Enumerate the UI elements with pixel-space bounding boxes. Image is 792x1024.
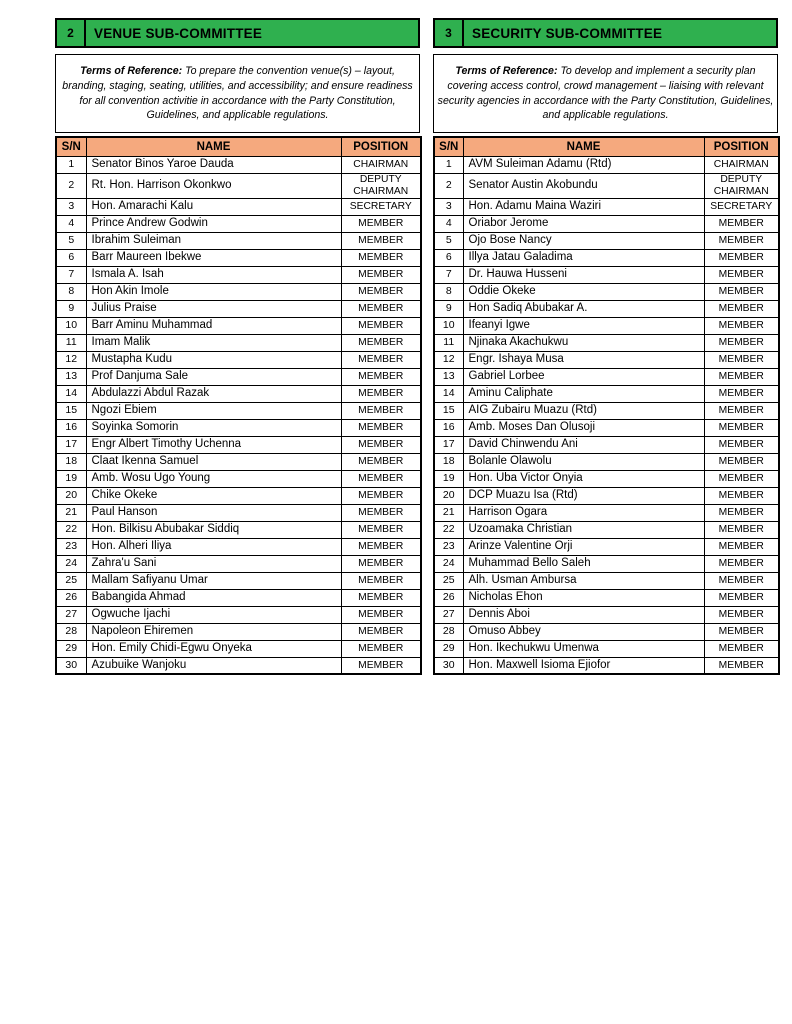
table-row [56, 385, 421, 402]
row-member-name: AIG Zubairu Muazu (Rtd) [463, 402, 704, 419]
table-row [434, 640, 779, 657]
row-member-name: Omuso Abbey [463, 623, 704, 640]
row-member-name: Paul Hanson [86, 504, 341, 521]
row-member-position: MEMBER [341, 470, 421, 487]
row-member-name: Uzoamaka Christian [463, 521, 704, 538]
row-serial-number: 15 [434, 402, 463, 419]
table-row [56, 249, 421, 266]
row-member-name: Hon. Maxwell Isioma Ejiofor [463, 657, 704, 674]
row-member-position: MEMBER [704, 657, 779, 674]
row-member-name: AVM Suleiman Adamu (Rtd) [463, 156, 704, 173]
row-member-position: MEMBER [341, 555, 421, 572]
table-row [434, 368, 779, 385]
row-serial-number: 28 [434, 623, 463, 640]
table-row [56, 351, 421, 368]
row-member-name: Hon. Uba Victor Onyia [463, 470, 704, 487]
row-member-name: Napoleon Ehiremen [86, 623, 341, 640]
row-member-position: MEMBER [704, 453, 779, 470]
row-member-position: MEMBER [341, 232, 421, 249]
row-serial-number: 2 [56, 173, 86, 198]
table-row [434, 657, 779, 674]
row-serial-number: 17 [434, 436, 463, 453]
row-member-name: Harrison Ogara [463, 504, 704, 521]
row-member-position: MEMBER [704, 334, 779, 351]
row-member-name: Hon. Alheri Iliya [86, 538, 341, 555]
venue-terms-of-reference [55, 54, 420, 133]
table-row [56, 402, 421, 419]
table-row [56, 572, 421, 589]
row-member-position: MEMBER [704, 419, 779, 436]
row-member-name: Ifeanyi Igwe [463, 317, 704, 334]
row-serial-number: 12 [434, 351, 463, 368]
row-member-position: MEMBER [704, 300, 779, 317]
row-serial-number: 26 [56, 589, 86, 606]
table-row [56, 589, 421, 606]
row-member-name: Ogwuche Ijachi [86, 606, 341, 623]
row-member-position: MEMBER [341, 606, 421, 623]
row-member-name: Soyinka Somorin [86, 419, 341, 436]
table-row [434, 249, 779, 266]
row-member-position: MEMBER [704, 555, 779, 572]
table-row [434, 402, 779, 419]
row-serial-number: 7 [56, 266, 86, 283]
table-row [434, 317, 779, 334]
row-serial-number: 14 [56, 385, 86, 402]
table-row [56, 436, 421, 453]
terms-of-reference-text: To develop and implement a security plan covering access control, crowd management – liaising with relevant security agencies in accordance with the Party Constitution, Guidelines, and applicable regulations. [437, 65, 774, 122]
security-terms-of-reference [433, 54, 778, 133]
security-committee-number: 3 [435, 20, 464, 46]
table-row [56, 657, 421, 674]
row-serial-number: 9 [56, 300, 86, 317]
row-serial-number: 24 [56, 555, 86, 572]
column-header-name: NAME [86, 137, 341, 156]
row-serial-number: 22 [434, 521, 463, 538]
venue-committee-title-bar [55, 18, 420, 48]
row-member-name: Hon. Amarachi Kalu [86, 198, 341, 215]
venue-committee-number: 2 [57, 20, 86, 46]
row-member-position: MEMBER [704, 368, 779, 385]
row-member-name: Aminu Caliphate [463, 385, 704, 402]
table-row [56, 334, 421, 351]
row-member-position: SECRETARY [704, 198, 779, 215]
table-row [434, 606, 779, 623]
row-member-name: Ngozi Ebiem [86, 402, 341, 419]
row-member-position: MEMBER [704, 436, 779, 453]
row-serial-number: 11 [56, 334, 86, 351]
row-serial-number: 25 [434, 572, 463, 589]
venue-committee-title: VENUE SUB-COMMITTEE [94, 25, 263, 41]
row-member-name: Engr Albert Timothy Uchenna [86, 436, 341, 453]
row-member-position: MEMBER [341, 283, 421, 300]
row-member-name: Ojo Bose Nancy [463, 232, 704, 249]
row-member-name: Mustapha Kudu [86, 351, 341, 368]
table-row [434, 232, 779, 249]
row-member-position: MEMBER [704, 538, 779, 555]
row-member-name: Amb. Wosu Ugo Young [86, 470, 341, 487]
row-member-name: Hon. Adamu Maina Waziri [463, 198, 704, 215]
row-member-position: MEMBER [341, 300, 421, 317]
row-serial-number: 10 [434, 317, 463, 334]
row-serial-number: 11 [434, 334, 463, 351]
row-member-position: MEMBER [341, 589, 421, 606]
table-row [434, 266, 779, 283]
table-row [56, 504, 421, 521]
table-row [56, 521, 421, 538]
row-member-name: Senator Binos Yaroe Dauda [86, 156, 341, 173]
row-member-position: MEMBER [704, 606, 779, 623]
row-serial-number: 23 [434, 538, 463, 555]
row-serial-number: 28 [56, 623, 86, 640]
row-serial-number: 25 [56, 572, 86, 589]
row-member-position: DEPUTY CHAIRMAN [704, 173, 779, 198]
row-serial-number: 9 [434, 300, 463, 317]
row-member-position: MEMBER [704, 589, 779, 606]
row-member-name: Babangida Ahmad [86, 589, 341, 606]
row-serial-number: 3 [434, 198, 463, 215]
row-serial-number: 14 [434, 385, 463, 402]
row-serial-number: 7 [434, 266, 463, 283]
table-row [434, 521, 779, 538]
security-subcommittee-section [433, 18, 778, 675]
row-member-position: MEMBER [341, 317, 421, 334]
row-member-position: MEMBER [704, 283, 779, 300]
row-serial-number: 18 [56, 453, 86, 470]
table-row [56, 232, 421, 249]
table-row [56, 173, 421, 198]
row-member-name: Engr. Ishaya Musa [463, 351, 704, 368]
row-serial-number: 30 [56, 657, 86, 674]
row-serial-number: 5 [56, 232, 86, 249]
row-member-position: MEMBER [704, 487, 779, 504]
table-row [434, 572, 779, 589]
row-member-name: Dennis Aboi [463, 606, 704, 623]
row-serial-number: 24 [434, 555, 463, 572]
row-serial-number: 8 [434, 283, 463, 300]
row-member-name: Illya Jatau Galadima [463, 249, 704, 266]
table-row [56, 555, 421, 572]
row-member-position: MEMBER [341, 368, 421, 385]
row-member-name: Njinaka Akachukwu [463, 334, 704, 351]
row-member-name: Barr Aminu Muhammad [86, 317, 341, 334]
table-row [434, 453, 779, 470]
row-member-position: MEMBER [704, 640, 779, 657]
row-member-name: Hon. Emily Chidi-Egwu Onyeka [86, 640, 341, 657]
table-row [434, 283, 779, 300]
table-row [56, 283, 421, 300]
row-serial-number: 6 [56, 249, 86, 266]
row-member-position: MEMBER [704, 504, 779, 521]
row-member-name: Chike Okeke [86, 487, 341, 504]
column-header-position: POSITION [704, 137, 779, 156]
row-member-name: Senator Austin Akobundu [463, 173, 704, 198]
row-member-position: SECRETARY [341, 198, 421, 215]
venue-members-table [55, 136, 422, 675]
row-member-name: Hon. Bilkisu Abubakar Siddiq [86, 521, 341, 538]
row-member-name: Ibrahim Suleiman [86, 232, 341, 249]
row-member-name: Gabriel Lorbee [463, 368, 704, 385]
table-row [434, 351, 779, 368]
row-serial-number: 26 [434, 589, 463, 606]
row-serial-number: 21 [56, 504, 86, 521]
row-member-position: MEMBER [704, 623, 779, 640]
row-serial-number: 27 [56, 606, 86, 623]
table-row [56, 156, 421, 173]
row-member-position: MEMBER [341, 487, 421, 504]
row-member-name: DCP Muazu Isa (Rtd) [463, 487, 704, 504]
row-member-position: MEMBER [704, 385, 779, 402]
row-member-name: Barr Maureen Ibekwe [86, 249, 341, 266]
row-serial-number: 30 [434, 657, 463, 674]
row-member-position: MEMBER [341, 657, 421, 674]
row-member-position: MEMBER [341, 385, 421, 402]
row-member-position: MEMBER [704, 521, 779, 538]
row-member-position: MEMBER [341, 419, 421, 436]
table-row [56, 487, 421, 504]
row-member-name: Oddie Okeke [463, 283, 704, 300]
row-member-position: MEMBER [341, 351, 421, 368]
row-member-position: DEPUTY CHAIRMAN [341, 173, 421, 198]
row-member-name: Amb. Moses Dan Olusoji [463, 419, 704, 436]
row-member-position: MEMBER [341, 436, 421, 453]
security-members-table [433, 136, 780, 675]
table-row [434, 385, 779, 402]
row-member-position: MEMBER [341, 538, 421, 555]
row-member-name: Alh. Usman Ambursa [463, 572, 704, 589]
terms-of-reference-text: To prepare the convention venue(s) – layout, branding, staging, seating, utilities, and accessibility; and ensure readiness for all convention activitie in accordance with the Party Constitution, Guidelines, and applicable regulations. [62, 65, 413, 122]
row-member-name: Bolanle Olawolu [463, 453, 704, 470]
table-row [434, 487, 779, 504]
row-member-name: Abdulazzi Abdul Razak [86, 385, 341, 402]
row-member-position: MEMBER [704, 232, 779, 249]
security-committee-title-bar [433, 18, 778, 48]
row-serial-number: 4 [56, 215, 86, 232]
table-row [56, 538, 421, 555]
table-row [434, 173, 779, 198]
row-serial-number: 19 [434, 470, 463, 487]
row-member-position: MEMBER [341, 640, 421, 657]
row-member-name: Ismala A. Isah [86, 266, 341, 283]
row-serial-number: 2 [434, 173, 463, 198]
row-member-name: Claat Ikenna Samuel [86, 453, 341, 470]
row-serial-number: 8 [56, 283, 86, 300]
table-row [56, 606, 421, 623]
row-member-position: MEMBER [341, 453, 421, 470]
row-serial-number: 23 [56, 538, 86, 555]
table-row [434, 419, 779, 436]
row-member-position: CHAIRMAN [704, 156, 779, 173]
row-member-position: MEMBER [341, 334, 421, 351]
row-member-position: MEMBER [341, 623, 421, 640]
table-row [56, 453, 421, 470]
row-member-position: CHAIRMAN [341, 156, 421, 173]
venue-subcommittee-section [55, 18, 420, 675]
row-member-name: Nicholas Ehon [463, 589, 704, 606]
table-row [56, 623, 421, 640]
row-member-name: David Chinwendu Ani [463, 436, 704, 453]
table-row [434, 470, 779, 487]
row-serial-number: 16 [56, 419, 86, 436]
row-member-position: MEMBER [341, 402, 421, 419]
row-member-name: Hon. Ikechukwu Umenwa [463, 640, 704, 657]
row-serial-number: 10 [56, 317, 86, 334]
row-member-position: MEMBER [341, 266, 421, 283]
table-row [56, 368, 421, 385]
row-member-name: Oriabor Jerome [463, 215, 704, 232]
table-row [434, 215, 779, 232]
table-row [434, 555, 779, 572]
row-serial-number: 3 [56, 198, 86, 215]
table-row [56, 640, 421, 657]
row-serial-number: 13 [434, 368, 463, 385]
row-member-name: Prof Danjuma Sale [86, 368, 341, 385]
row-serial-number: 13 [56, 368, 86, 385]
table-row [434, 198, 779, 215]
table-row [56, 317, 421, 334]
table-row [434, 334, 779, 351]
row-serial-number: 19 [56, 470, 86, 487]
row-member-position: MEMBER [704, 470, 779, 487]
row-serial-number: 22 [56, 521, 86, 538]
security-committee-title: SECURITY SUB-COMMITTEE [472, 25, 663, 41]
row-member-name: Rt. Hon. Harrison Okonkwo [86, 173, 341, 198]
terms-of-reference-label: Terms of Reference: [80, 65, 183, 77]
table-row [434, 589, 779, 606]
row-serial-number: 29 [56, 640, 86, 657]
row-member-position: MEMBER [341, 521, 421, 538]
table-row [56, 470, 421, 487]
row-serial-number: 18 [434, 453, 463, 470]
row-member-position: MEMBER [704, 402, 779, 419]
row-member-position: MEMBER [704, 249, 779, 266]
row-member-name: Imam Malik [86, 334, 341, 351]
row-member-position: MEMBER [704, 317, 779, 334]
row-member-name: Muhammad Bello Saleh [463, 555, 704, 572]
column-header-position: POSITION [341, 137, 421, 156]
row-serial-number: 20 [434, 487, 463, 504]
table-row [56, 215, 421, 232]
table-row [434, 504, 779, 521]
table-row [434, 300, 779, 317]
row-serial-number: 1 [56, 156, 86, 173]
row-serial-number: 27 [434, 606, 463, 623]
row-member-name: Mallam Safiyanu Umar [86, 572, 341, 589]
table-row [434, 538, 779, 555]
table-row [434, 156, 779, 173]
table-header-row [56, 137, 421, 156]
table-header-row [434, 137, 779, 156]
terms-of-reference-label: Terms of Reference: [455, 65, 558, 77]
row-member-position: MEMBER [341, 249, 421, 266]
row-serial-number: 1 [434, 156, 463, 173]
row-serial-number: 12 [56, 351, 86, 368]
row-serial-number: 29 [434, 640, 463, 657]
row-member-position: MEMBER [341, 572, 421, 589]
row-member-name: Dr. Hauwa Husseni [463, 266, 704, 283]
row-member-name: Arinze Valentine Orji [463, 538, 704, 555]
row-member-name: Prince Andrew Godwin [86, 215, 341, 232]
table-row [434, 436, 779, 453]
row-member-position: MEMBER [704, 266, 779, 283]
row-serial-number: 21 [434, 504, 463, 521]
column-header-sn: S/N [434, 137, 463, 156]
row-serial-number: 16 [434, 419, 463, 436]
row-serial-number: 5 [434, 232, 463, 249]
row-member-name: Julius Praise [86, 300, 341, 317]
row-serial-number: 15 [56, 402, 86, 419]
table-row [56, 198, 421, 215]
row-serial-number: 17 [56, 436, 86, 453]
table-row [56, 300, 421, 317]
row-member-position: MEMBER [341, 504, 421, 521]
table-row [56, 266, 421, 283]
row-member-position: MEMBER [704, 351, 779, 368]
row-member-position: MEMBER [704, 572, 779, 589]
row-member-name: Hon Akin Imole [86, 283, 341, 300]
row-member-name: Azubuike Wanjoku [86, 657, 341, 674]
row-member-position: MEMBER [341, 215, 421, 232]
row-serial-number: 4 [434, 215, 463, 232]
column-header-sn: S/N [56, 137, 86, 156]
table-row [56, 419, 421, 436]
row-serial-number: 6 [434, 249, 463, 266]
row-member-position: MEMBER [704, 215, 779, 232]
table-row [434, 623, 779, 640]
row-member-name: Zahra'u Sani [86, 555, 341, 572]
row-serial-number: 20 [56, 487, 86, 504]
row-member-name: Hon Sadiq Abubakar A. [463, 300, 704, 317]
column-header-name: NAME [463, 137, 704, 156]
